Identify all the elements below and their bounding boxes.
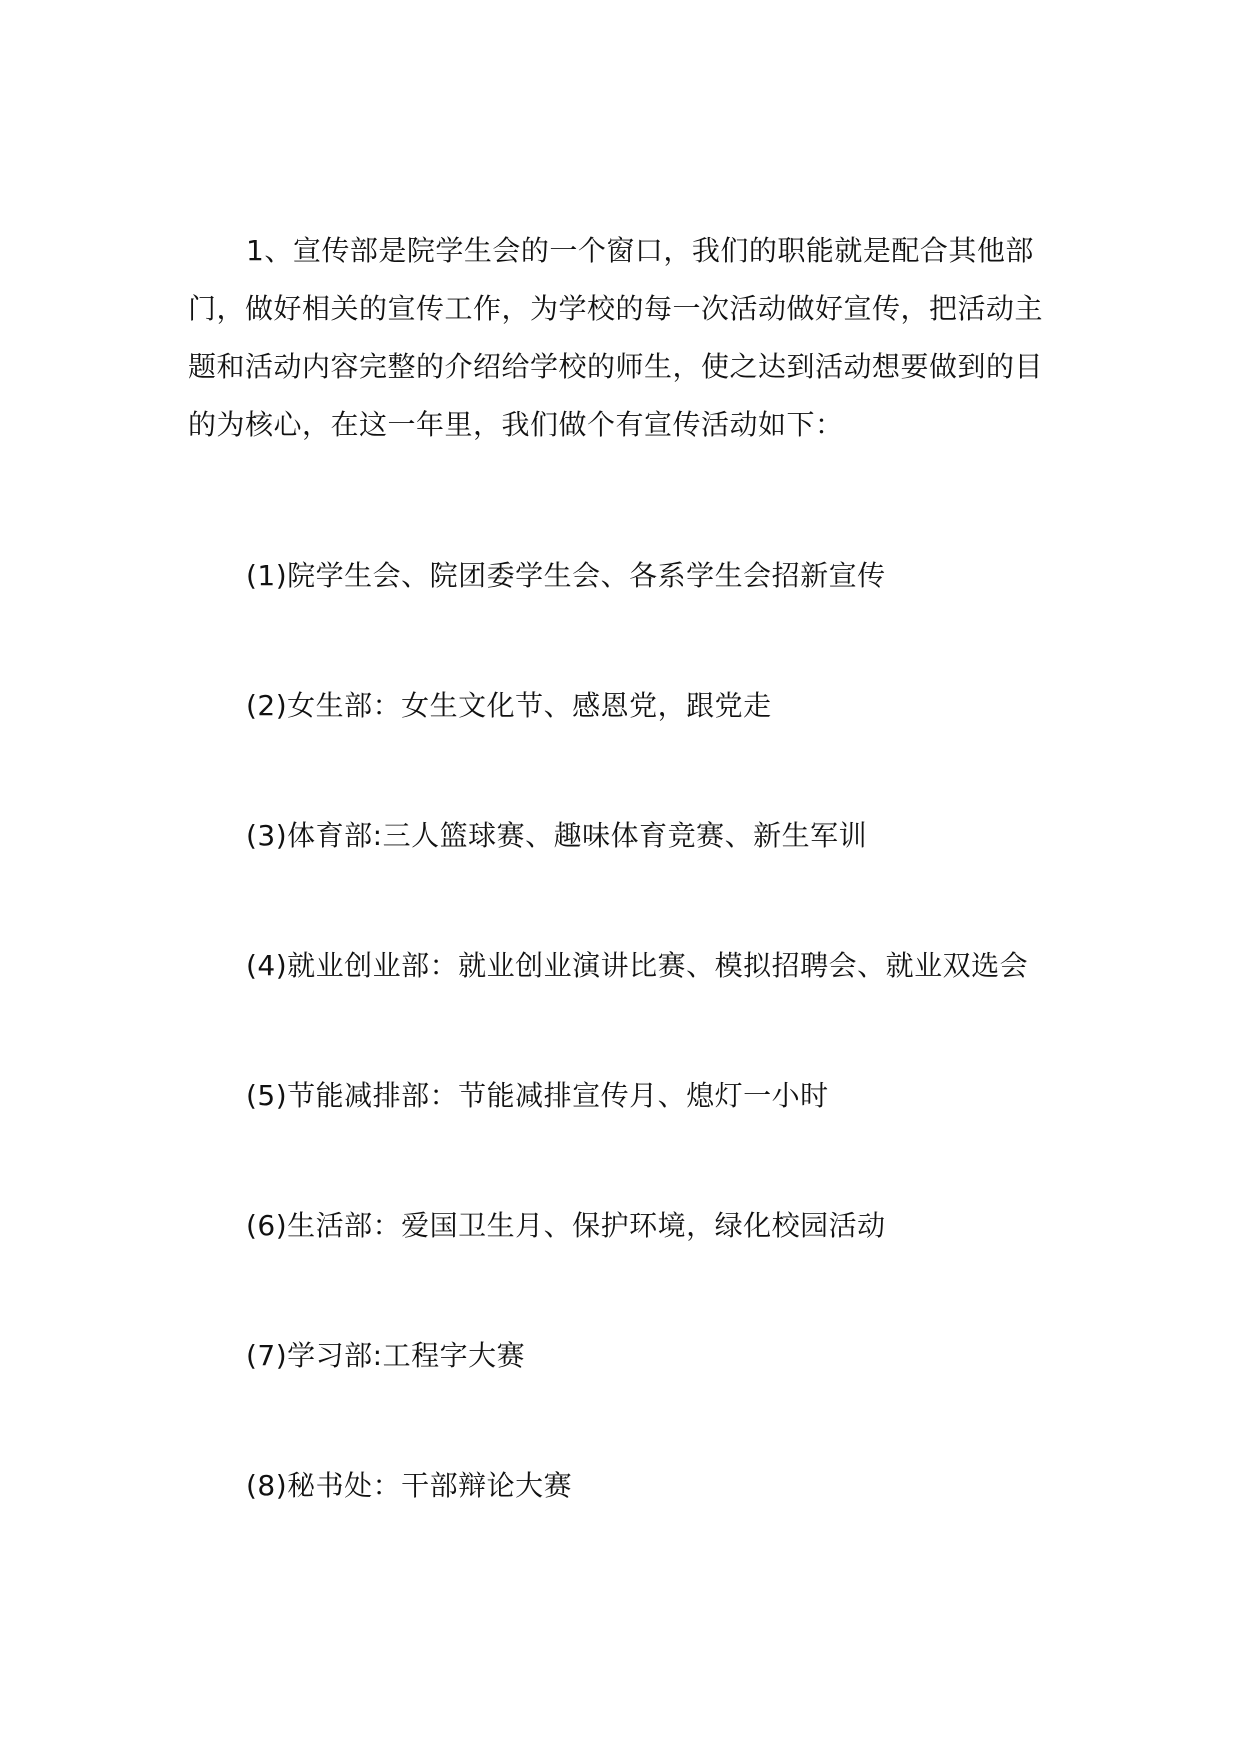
list-item: (4)就业创业部：就业创业演讲比赛、模拟招聘会、就业双选会 xyxy=(246,949,1029,982)
list-item: (5)节能减排部：节能减排宣传月、熄灯一小时 xyxy=(246,1079,829,1112)
list-item: (1)院学生会、院团委学生会、各系学生会招新宣传 xyxy=(246,559,886,592)
list-item: (7)学习部:工程字大赛 xyxy=(246,1339,526,1372)
list-item: (8)秘书处：干部辩论大赛 xyxy=(246,1469,573,1502)
list-item: (2)女生部：女生文化节、感恩党，跟党走 xyxy=(246,689,772,722)
list-item: (3)体育部:三人篮球赛、趣味体育竞赛、新生军训 xyxy=(246,819,868,852)
intro-paragraph: 1、宣传部是院学生会的一个窗口，我们的职能就是配合其他部门，做好相关的宣传工作，为学校的每一次活动做好宣传，把活动主题和活动内容完整的介绍给学校的师生，使之达到活动想要做到的目的为核心，在这一年里，我们做个有宣传活动如下： xyxy=(188,234,1044,441)
list-item: (6)生活部：爱国卫生月、保护环境，绿化校园活动 xyxy=(246,1209,886,1242)
